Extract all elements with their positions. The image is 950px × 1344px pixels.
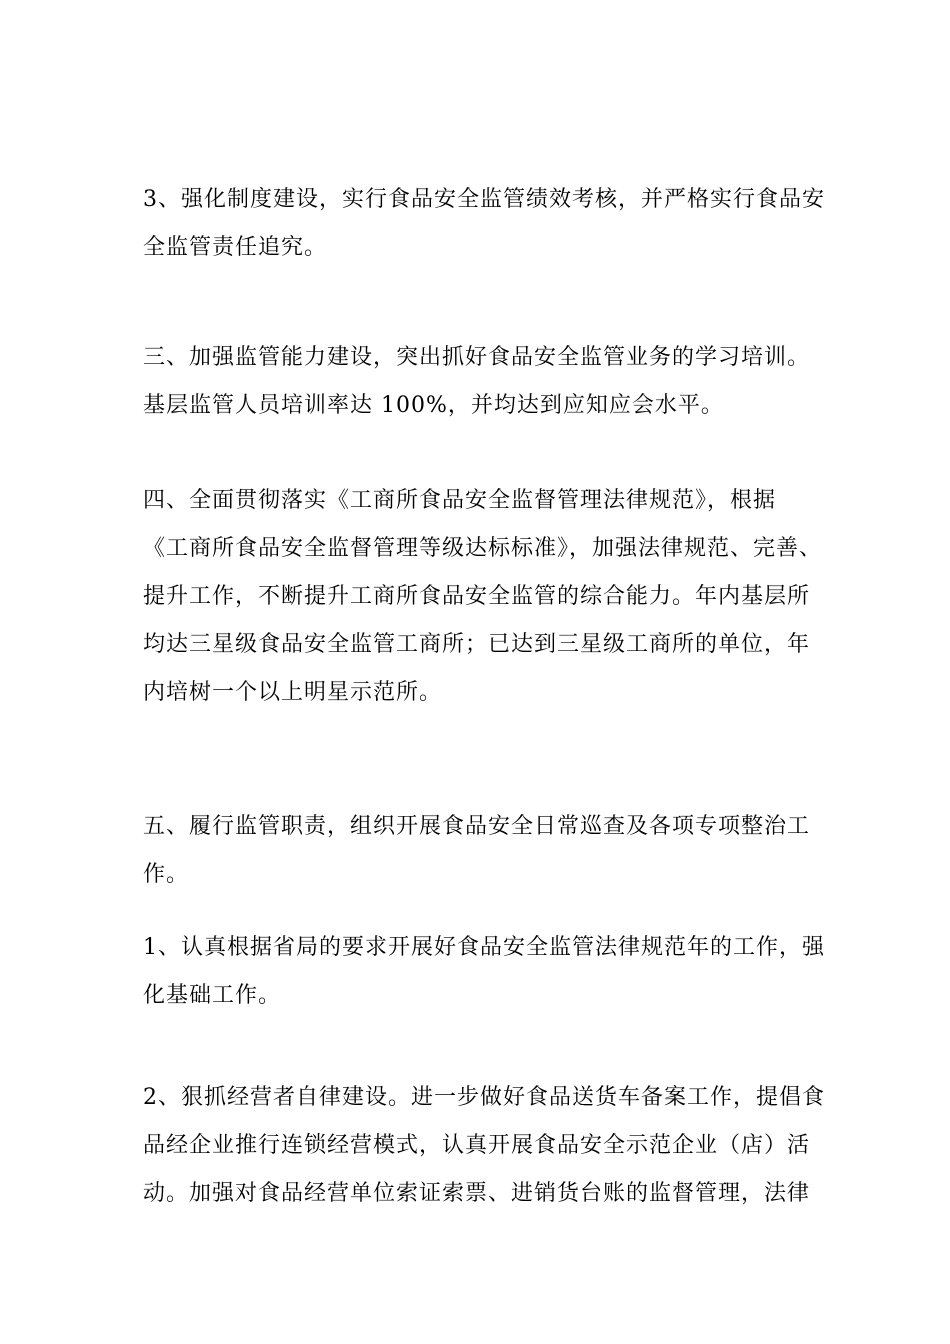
text-line: 动。加强对食品经营单位索证索票、进销货台账的监督管理，法律 (143, 1181, 811, 1206)
paragraph-capacity-building (143, 334, 823, 430)
text-line: 提升工作，不断提升工商所食品安全监管的综合能力。年内基层所 (143, 584, 811, 609)
paragraph-provincial-requirements (143, 924, 823, 1020)
text-line: 作。 (143, 862, 190, 887)
text-line: 三、加强监管能力建设，突出抓好食品安全监管业务的学习培训。 (143, 345, 811, 370)
text-line: 1、认真根据省局的要求开展好食品安全监管法律规范年的工作，强 (143, 935, 825, 960)
paragraph-supervision-duties (143, 803, 823, 899)
text-line: 基层监管人员培训率达 100%，并均达到应知应会水平。 (143, 393, 724, 418)
text-line: 全监管责任追究。 (143, 235, 328, 260)
text-line: 《工商所食品安全监督管理等级达标标准》，加强法律规范、完善、 (143, 536, 823, 561)
text-line: 2、狠抓经营者自律建设。进一步做好食品送货车备案工作，提倡食 (143, 1085, 825, 1110)
text-line: 四、全面贯彻落实《工商所食品安全监督管理法律规范》，根据 (143, 488, 777, 513)
paragraph-self-discipline (143, 1074, 823, 1218)
text-line: 品经企业推行连锁经营模式，认真开展食品安全示范企业（店）活 (143, 1133, 811, 1158)
text-line: 均达三星级食品安全监管工商所；已达到三星级工商所的单位，年 (143, 632, 811, 657)
text-line: 化基础工作。 (143, 983, 282, 1008)
paragraph-system-building (143, 176, 823, 272)
text-line: 内培树一个以上明星示范所。 (143, 680, 443, 705)
text-line: 五、履行监管职责，组织开展食品安全日常巡查及各项专项整治工 (143, 814, 811, 839)
text-line: 3、强化制度建设，实行食品安全监管绩效考核，并严格实行食品安 (143, 187, 825, 212)
paragraph-legal-standards (143, 477, 823, 717)
